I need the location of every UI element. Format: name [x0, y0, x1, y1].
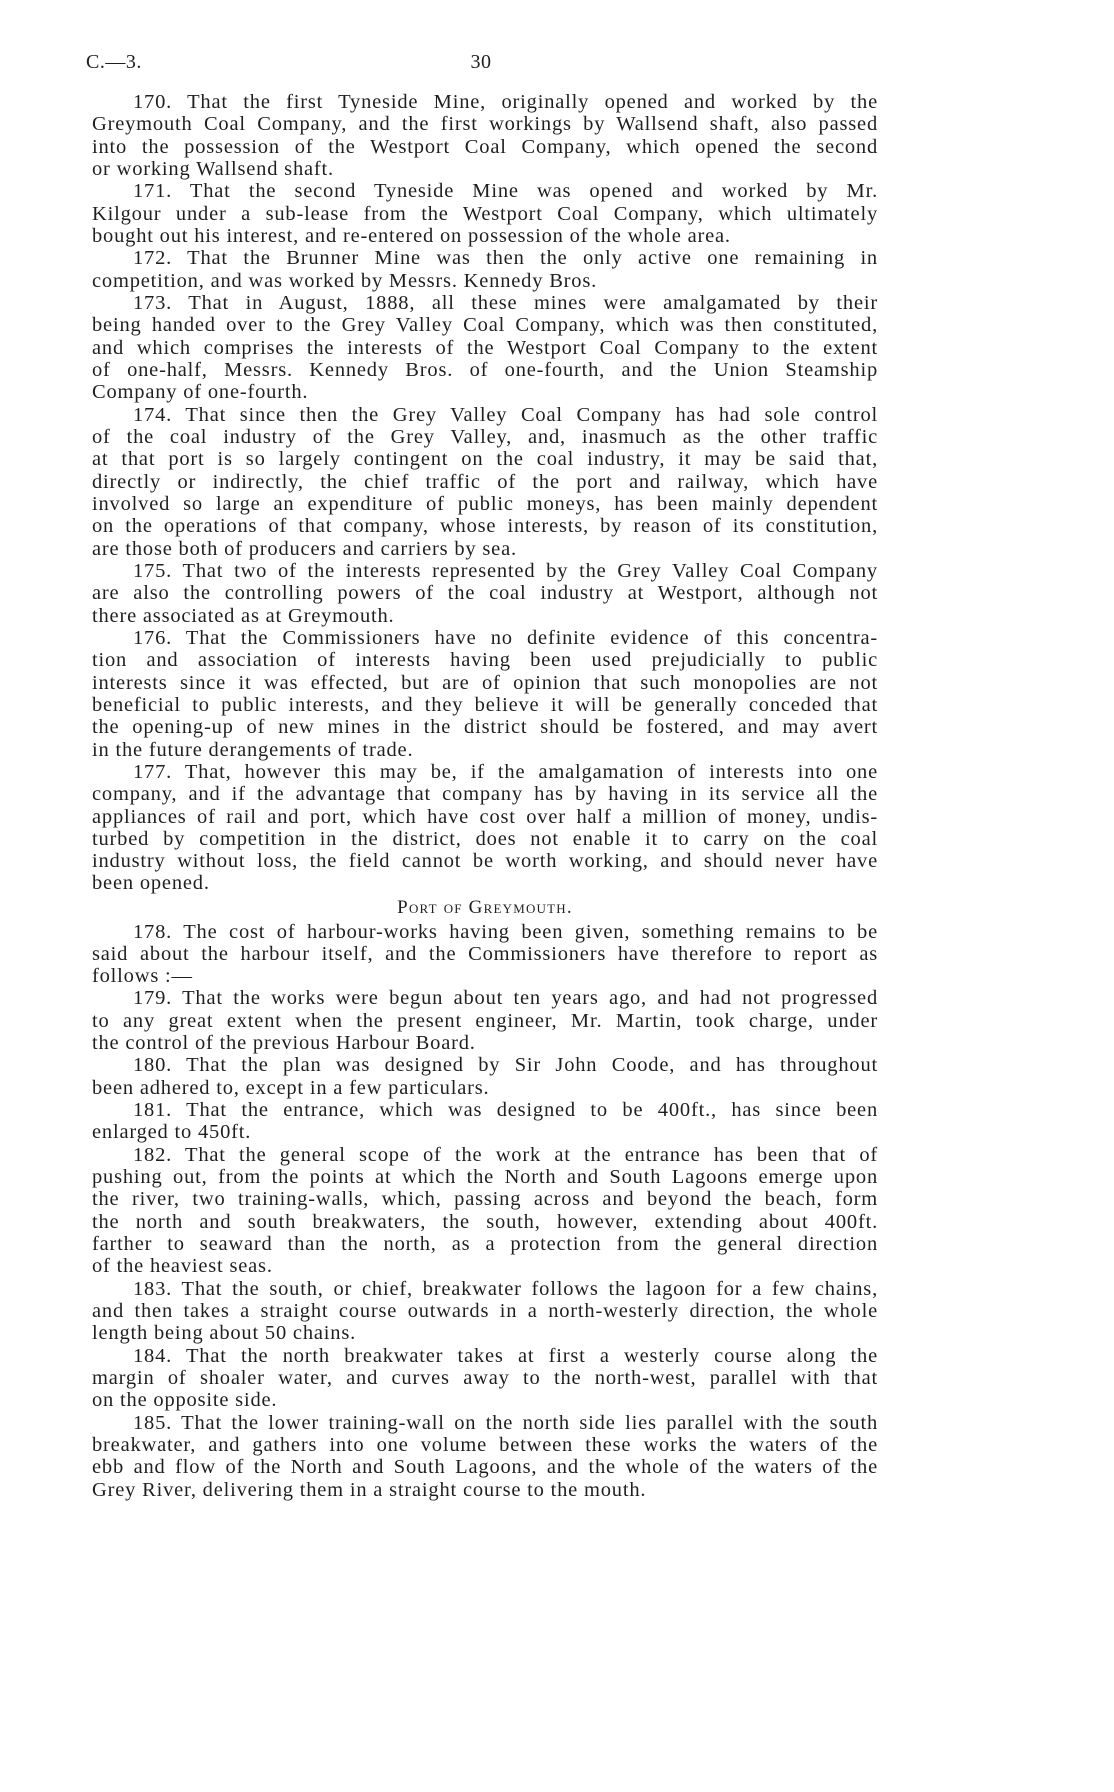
text-line: of the heaviest seas. [92, 1255, 273, 1278]
text-line: are also the controlling powers of the coal industry at Westport, although not [92, 582, 878, 605]
text-line: being handed over to the Grey Valley Coal Company, which was then constituted, [92, 314, 878, 337]
text-line: follows :— [92, 965, 193, 988]
text-line: of the coal industry of the Grey Valley, and, inasmuch as the other traffic [92, 425, 878, 448]
text-line: in the future derangements of trade. [92, 738, 414, 761]
document-code: C.—3. [86, 51, 142, 73]
text-line: Greymouth Coal Company, and the first workings by Wallsend shaft, also passed [92, 113, 878, 136]
text-line: 171. That the second Tyneside Mine was opened and worked by Mr. [133, 180, 878, 203]
text-line: 182. That the general scope of the work at the entrance has been that of [133, 1143, 878, 1166]
text-line: and which comprises the interests of the Westport Coal Company to the extent [92, 336, 878, 359]
paragraph-177 [92, 761, 878, 895]
text-line: length being about 50 chains. [92, 1322, 357, 1345]
text-line: pushing out, from the points at which the North and South Lagoons emerge upon [92, 1166, 878, 1189]
paragraph-175 [92, 560, 878, 627]
text-line: bought out his interest, and re-entered on possession of the whole area. [92, 224, 731, 247]
text-line: Kilgour under a sub-lease from the Westport Coal Company, which ultimately [92, 202, 878, 225]
text-line: of one-half, Messrs. Kennedy Bros. of one-fourth, and the Union Steamship [92, 358, 878, 381]
text-line: directly or indirectly, the chief traffic of the port and railway, which have [92, 470, 878, 493]
paragraph-183 [92, 1278, 878, 1345]
text-line: farther to seaward than the north, as a protection from the general direction [92, 1233, 878, 1256]
text-line: appliances of rail and port, which have cost over half a million of money, undis- [92, 805, 878, 828]
text-line: are those both of producers and carriers by sea. [92, 537, 517, 560]
text-line: competition, and was worked by Messrs. Kennedy Bros. [92, 269, 598, 292]
text-line: on the operations of that company, whose interests, by reason of its constitution, [92, 515, 878, 538]
text-line: 183. That the south, or chief, breakwater follows the lagoon for a few chains, [133, 1277, 878, 1300]
text-line: breakwater, and gathers into one volume between these works the waters of the [92, 1434, 878, 1457]
text-line: 181. That the entrance, which was designed to be 400ft., has since been [133, 1099, 878, 1122]
paragraph-182 [92, 1144, 878, 1278]
page-number: 30 [470, 51, 492, 73]
section-heading: Port of Greymouth. [397, 896, 573, 918]
paragraph-171 [92, 180, 878, 247]
text-line: 174. That since then the Grey Valley Coal Company has had sole control [133, 403, 878, 426]
text-line: the north and south breakwaters, the south, however, extending about 400ft. [92, 1210, 878, 1233]
body-text [92, 91, 878, 1501]
text-line: been opened. [92, 872, 210, 895]
text-line: Company of one-fourth. [92, 381, 309, 404]
text-line: enlarged to 450ft. [92, 1121, 252, 1144]
text-line: ebb and flow of the North and South Lagoons, and the whole of the waters of the [92, 1456, 878, 1479]
paragraph-178 [92, 921, 878, 988]
paragraph-184 [92, 1345, 878, 1412]
text-line: been adhered to, except in a few particulars. [92, 1076, 490, 1099]
text-line: 177. That, however this may be, if the amalgamation of interests into one [133, 760, 878, 783]
text-line: 172. That the Brunner Mine was then the only active one remaining in [133, 247, 878, 270]
text-line: said about the harbour itself, and the Commissioners have therefore to report as [92, 942, 878, 965]
text-line: Grey River, delivering them in a straight course to the mouth. [92, 1478, 647, 1501]
text-line: 175. That two of the interests represented by the Grey Valley Coal Company [133, 559, 878, 582]
text-line: to any great extent when the present engineer, Mr. Martin, took charge, under [92, 1009, 878, 1032]
text-line: 185. That the lower training-wall on the north side lies parallel with the south [133, 1411, 878, 1434]
text-line: the river, two training-walls, which, passing across and beyond the beach, form [92, 1188, 878, 1211]
text-line: beneficial to public interests, and they believe it will be generally conceded that [92, 693, 878, 716]
text-line: or working Wallsend shaft. [92, 157, 334, 180]
text-line: 170. That the first Tyneside Mine, originally opened and worked by the [133, 91, 878, 113]
text-line: 178. The cost of harbour-works having been given, something remains to be [133, 920, 878, 943]
paragraph-172 [92, 247, 878, 292]
text-line: turbed by competition in the district, does not enable it to carry on the coal [92, 827, 878, 850]
text-line: involved so large an expenditure of public moneys, has been mainly dependent [92, 492, 878, 515]
text-line: interests since it was effected, but are of opinion that such monopolies are not [92, 671, 878, 694]
text-line: industry without loss, the field cannot be worth working, and should never have [92, 850, 878, 873]
text-line: 176. That the Commissioners have no definite evidence of this concentra- [133, 626, 878, 649]
paragraph-176 [92, 627, 878, 761]
paragraph-173 [92, 292, 878, 404]
paragraph-185 [92, 1412, 878, 1501]
paragraph-181 [92, 1099, 878, 1144]
paragraph-170 [92, 91, 878, 180]
text-line: and then takes a straight course outwards in a north-westerly direction, the whole [92, 1300, 878, 1323]
text-line: there associated as at Greymouth. [92, 604, 395, 627]
text-line: on the opposite side. [92, 1389, 278, 1412]
paragraph-179 [92, 987, 878, 1054]
paragraph-174 [92, 404, 878, 560]
text-line: margin of shoaler water, and curves away to the north-west, parallel with that [92, 1367, 878, 1390]
text-line: at that port is so largely contingent on the coal industry, it may be said that, [92, 448, 878, 471]
text-line: tion and association of interests having been used prejudicially to public [92, 649, 878, 672]
text-line: 184. That the north breakwater takes at first a westerly course along the [133, 1344, 878, 1367]
text-line: 179. That the works were begun about ten years ago, and had not progressed [133, 987, 878, 1010]
page-header [0, 50, 1114, 74]
text-line: into the possession of the Westport Coal Company, which opened the second [92, 135, 878, 158]
paragraph-180 [92, 1054, 878, 1099]
text-line: company, and if the advantage that company has by having in its service all the [92, 783, 878, 806]
text-line: the control of the previous Harbour Board. [92, 1032, 476, 1055]
text-line: the opening-up of new mines in the district should be fostered, and may avert [92, 716, 878, 739]
text-line: 173. That in August, 1888, all these mines were amalgamated by their [133, 291, 878, 314]
text-line: 180. That the plan was designed by Sir John Coode, and has throughout [133, 1054, 878, 1077]
